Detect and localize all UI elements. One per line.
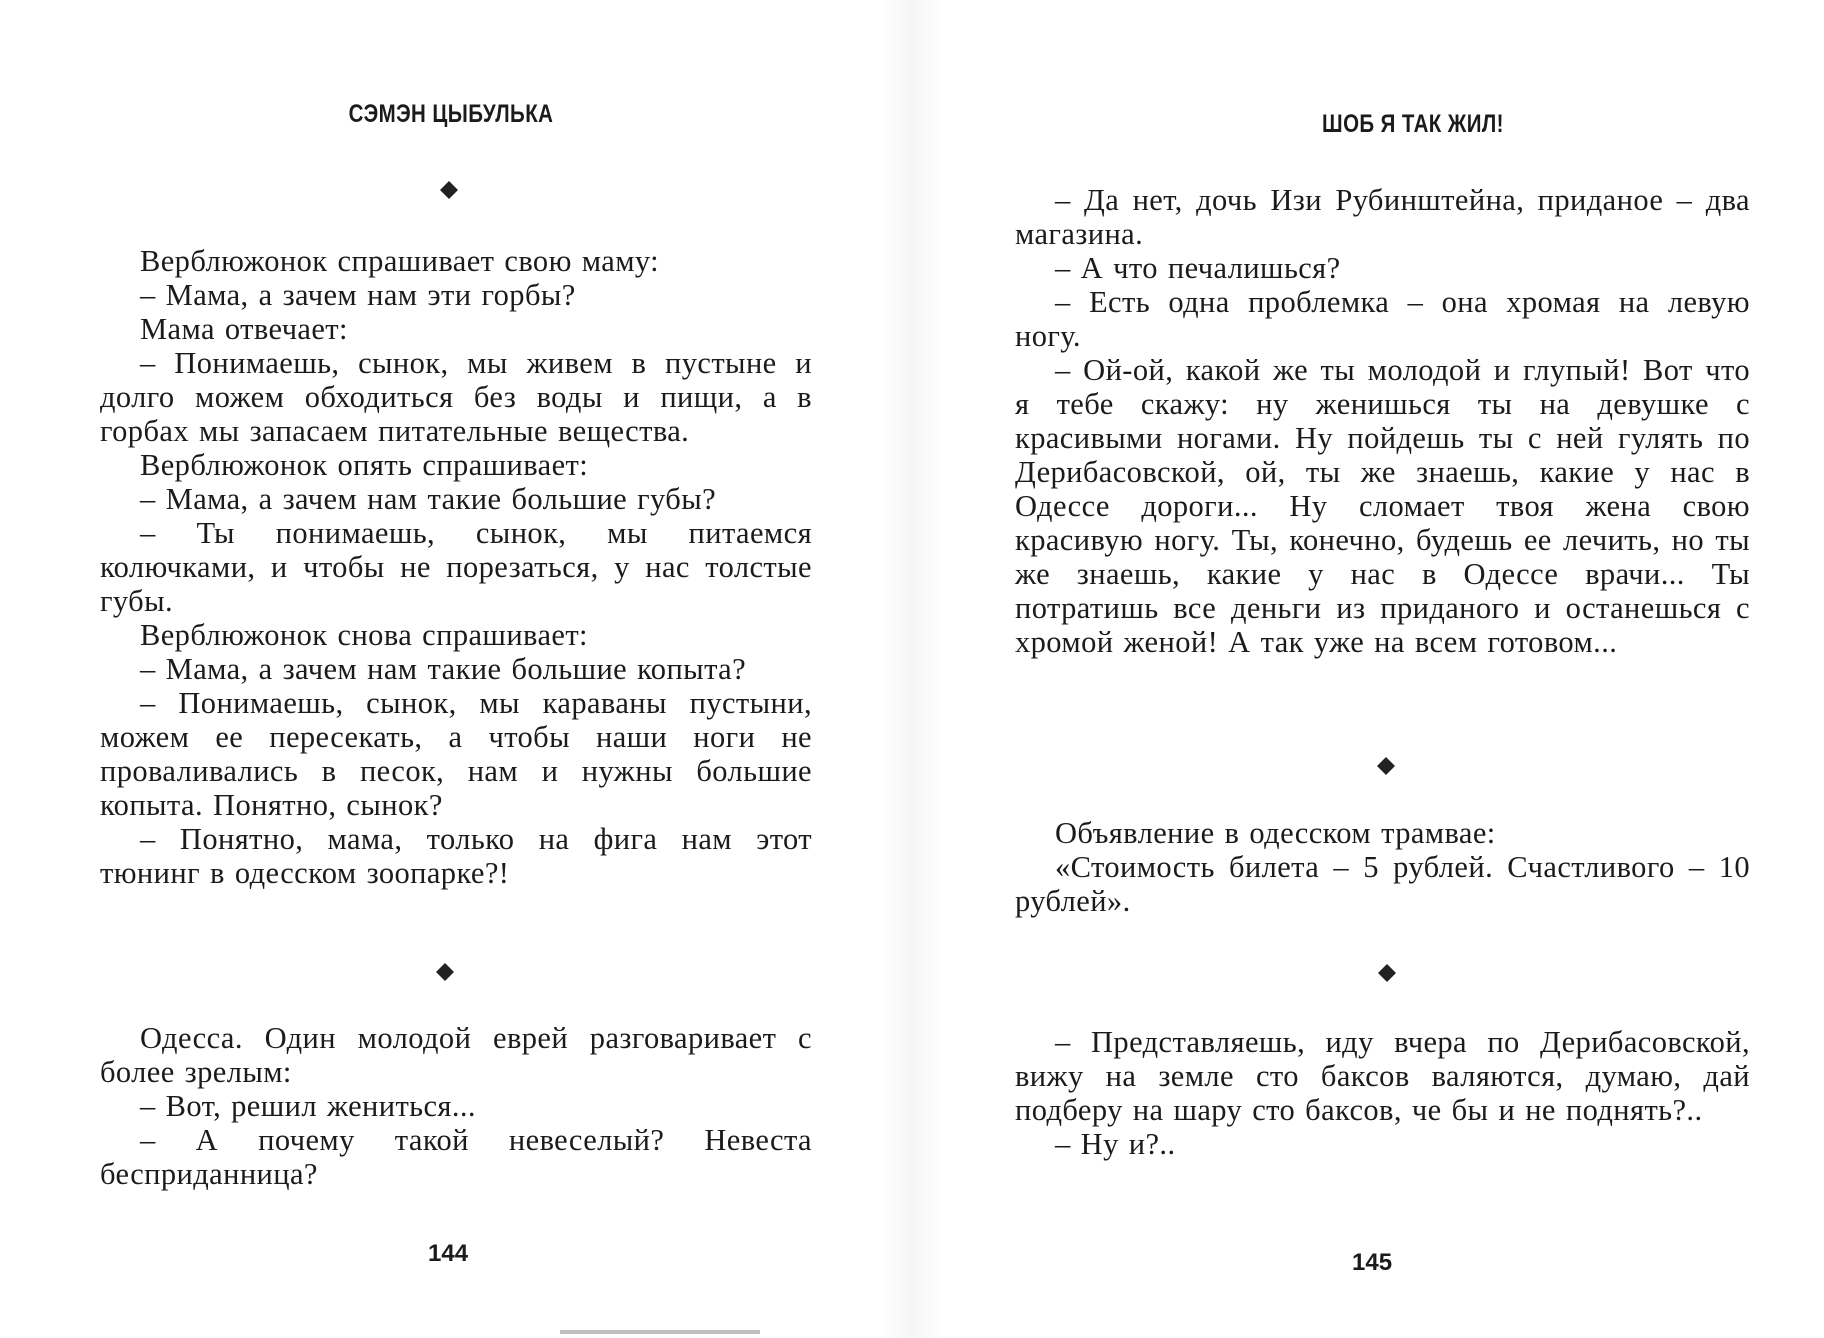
paragraph: – Ты понимаешь, сынок, мы питаемся колючками, и чтобы не порезаться, у нас толстые губы. <box>100 516 812 618</box>
paragraph: – Понимаешь, сынок, мы караваны пустыни, можем ее пересекать, а чтобы наши ноги не проваливались в песок, нам и нужны большие копыта. Понятно, сынок? <box>100 686 812 822</box>
paragraph: – Представляешь, иду вчера по Дерибасовской, вижу на земле сто баксов валяются, думаю, дай подберу на шару сто баксов, че бы и не поднять?.. <box>1015 1025 1750 1127</box>
paragraph: – Ой-ой, какой же ты молодой и глупый! Вот что я тебе скажу: ну женишься ты на девушке с красивыми ногами. Ну пойдешь ты с ней гулять по Дерибасовской, ой, ты же знаешь, какие у нас в Одессе дороги... Ну сломает твоя жена свою красивую ногу. Ты, конечно, будешь ее лечить, но ты же знаешь, какие у нас в Одессе врачи... Ты потратишь все деньги из приданого и останешься с хромой женой! А так уже на всем готовом... <box>1015 353 1750 659</box>
joke-odessa-groom-cont <box>1015 183 1750 659</box>
paragraph: – Вот, решил жениться... <box>140 1089 476 1123</box>
page-number-left: 144 <box>428 1240 469 1267</box>
paragraph: – Есть одна проблемка – она хромая на левую ногу. <box>1015 285 1750 353</box>
paragraph: Верблюжонок опять спрашивает: <box>140 448 589 482</box>
paragraph: – Мама, а зачем нам эти горбы? <box>140 278 576 312</box>
paragraph: – Понимаешь, сынок, мы живем в пустыне и долго можем обходиться без воды и пищи, а в горбах мы запасаем питательные вещества. <box>100 346 812 448</box>
paragraph: Верблюжонок снова спрашивает: <box>140 618 588 652</box>
joke-hundred-bucks <box>1015 1025 1750 1161</box>
joke-tram-ad <box>1015 816 1750 918</box>
paragraph: – Понятно, мама, только на фига нам этот тюнинг в одесском зоопарке?! <box>100 822 812 890</box>
diamond-icon <box>1377 757 1395 775</box>
joke-odessa-groom-start <box>100 1021 812 1191</box>
left-running-head: СЭМЭН ЦЫБУЛЬКА <box>348 100 554 128</box>
right-running-head: ШОБ Я ТАК ЖИЛ! <box>1322 110 1504 138</box>
paragraph: Объявление в одесском трамвае: <box>1055 816 1496 850</box>
paragraph: – А почему такой невеселый? Невеста бесприданница? <box>100 1123 812 1191</box>
paragraph: Мама отвечает: <box>140 312 348 346</box>
paragraph: – Ну и?.. <box>1055 1127 1176 1161</box>
paragraph: – Мама, а зачем нам такие большие копыта? <box>140 652 747 686</box>
paragraph: Верблюжонок спрашивает свою маму: <box>140 244 660 278</box>
joke-camel <box>100 244 812 890</box>
right-page <box>912 0 1824 1338</box>
diamond-icon <box>440 181 458 199</box>
paragraph: – Да нет, дочь Изи Рубинштейна, приданое – два магазина. <box>1015 183 1750 251</box>
paragraph: Одесса. Один молодой еврей разговаривает с более зрелым: <box>100 1021 812 1089</box>
page-number-right: 145 <box>1352 1249 1393 1276</box>
page-bottom-shadow <box>560 1330 760 1334</box>
diamond-icon <box>1378 964 1396 982</box>
diamond-icon <box>436 963 454 981</box>
paragraph: – А что печалишься? <box>1055 251 1341 285</box>
paragraph: «Стоимость билета – 5 рублей. Счастливого – 10 рублей». <box>1015 850 1750 918</box>
paragraph: – Мама, а зачем нам такие большие губы? <box>140 482 717 516</box>
